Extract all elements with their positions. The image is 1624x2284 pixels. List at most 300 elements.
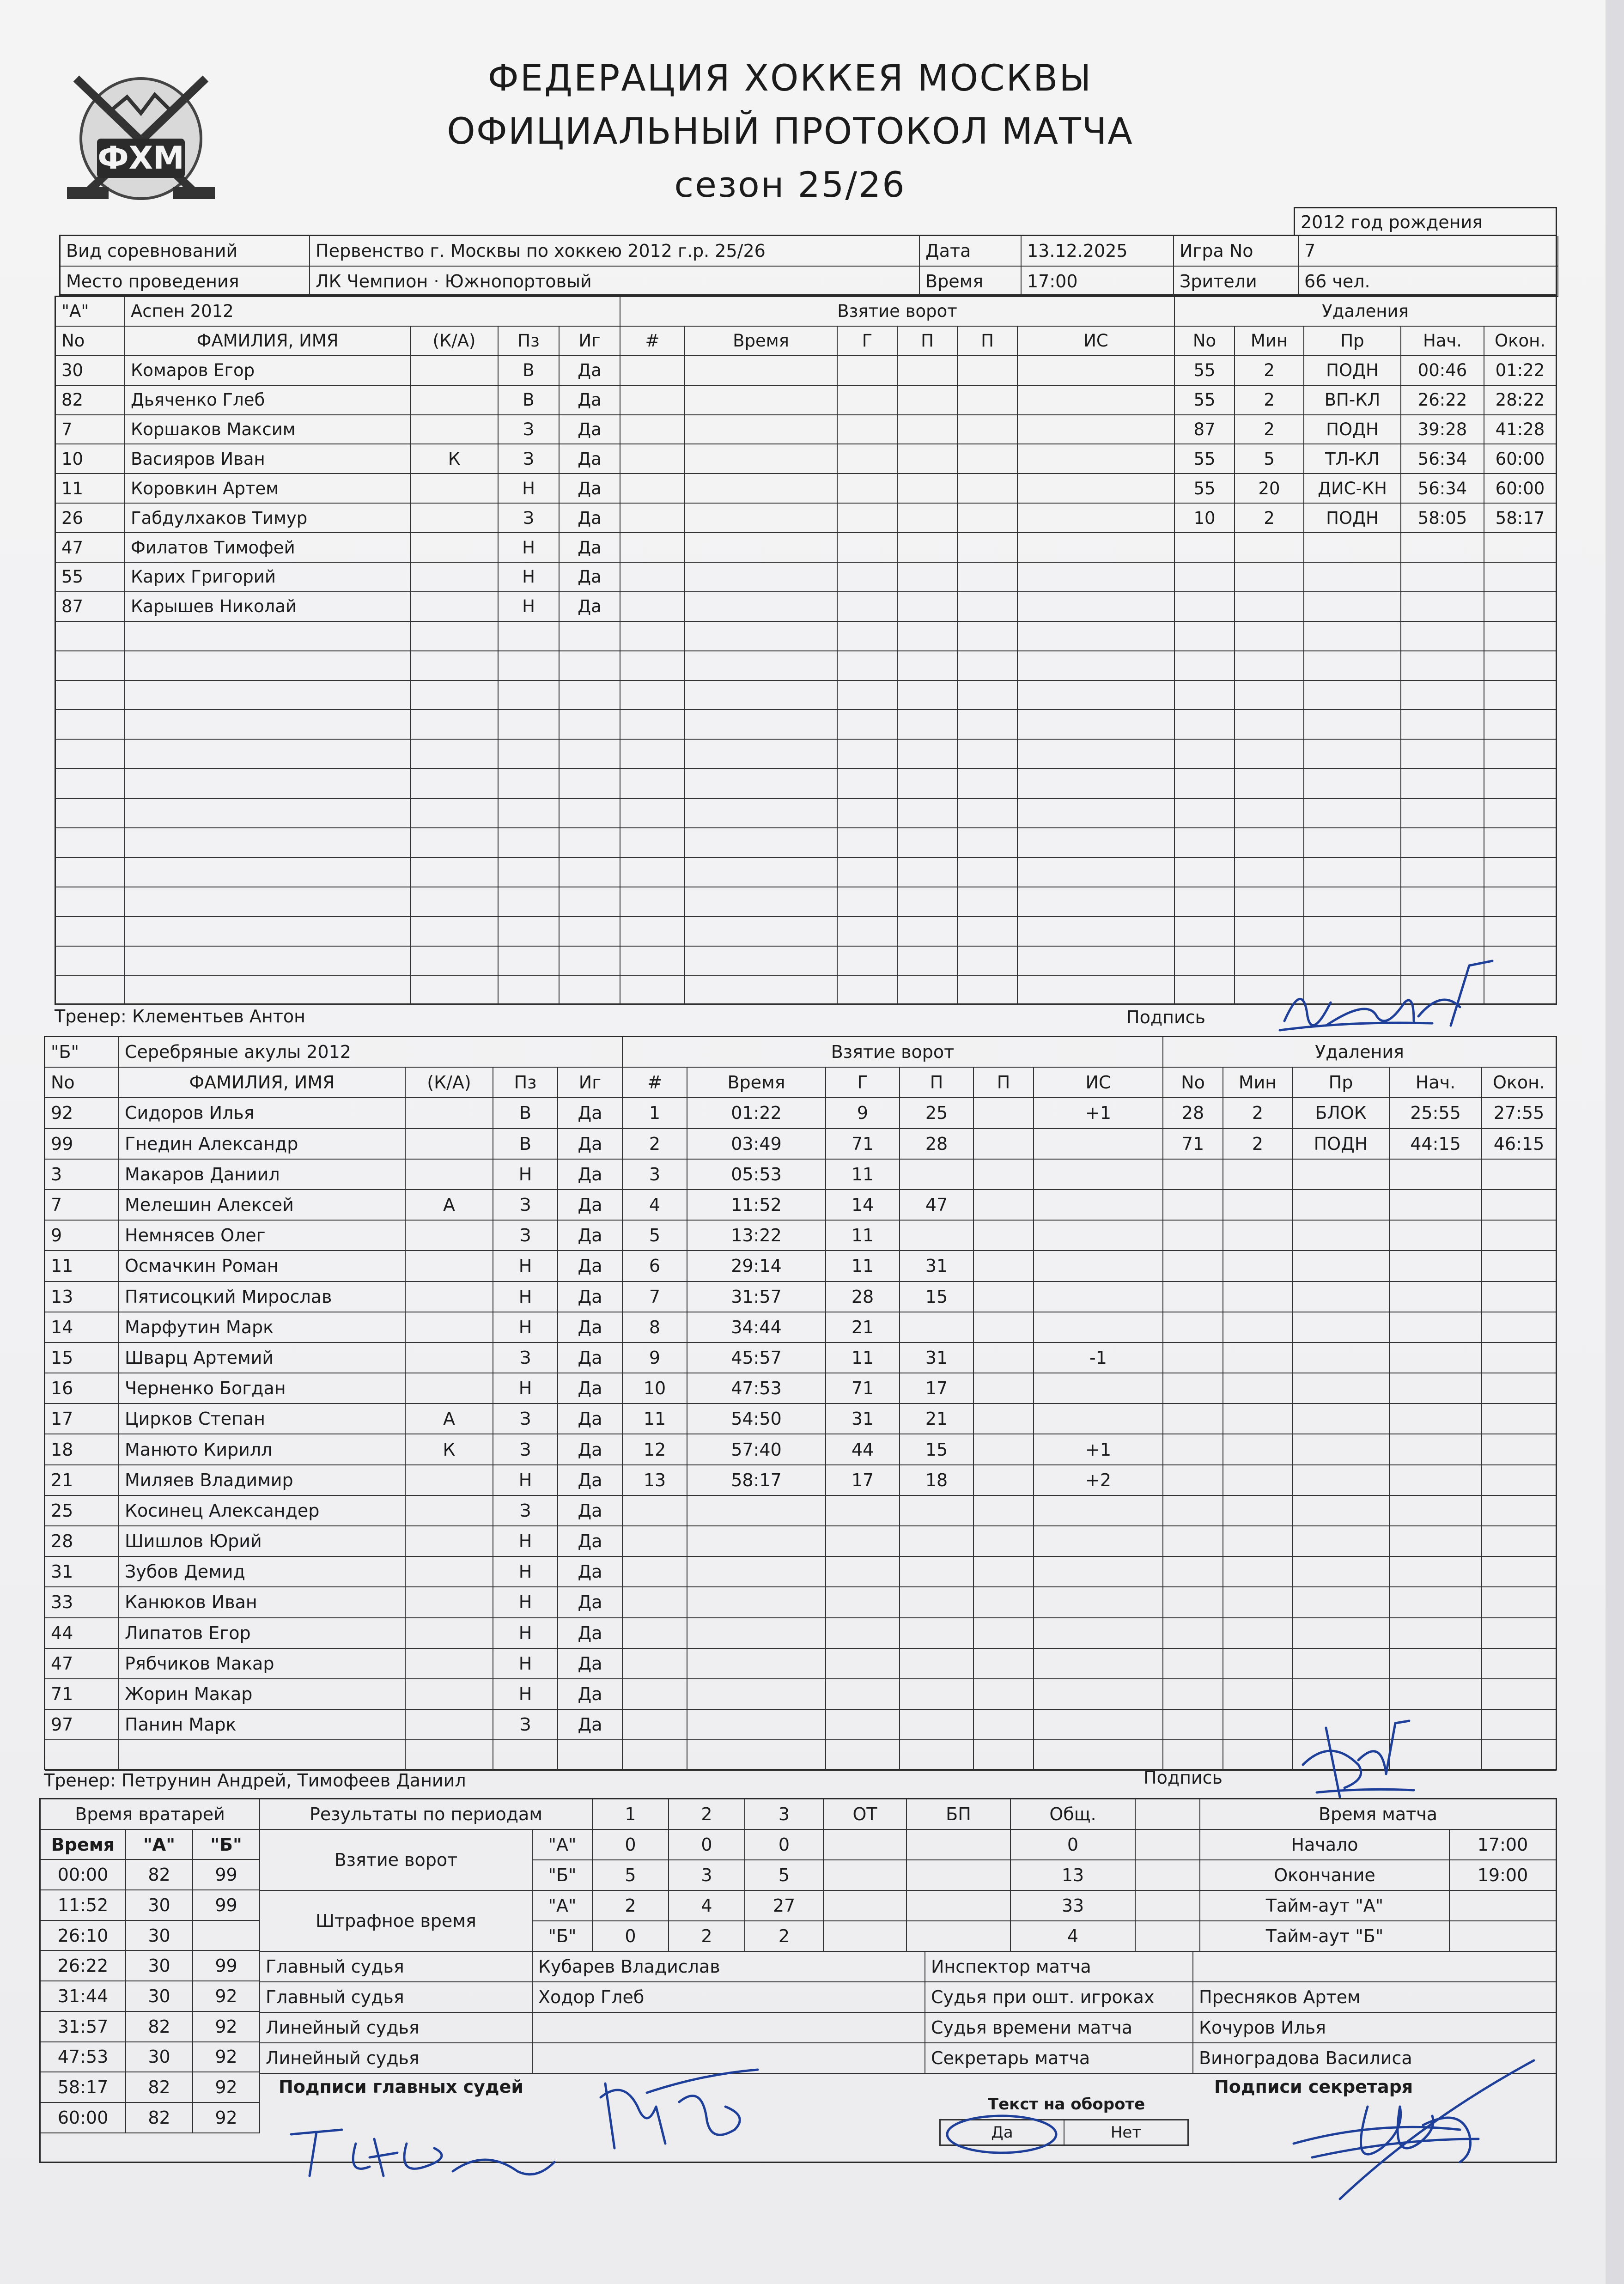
empty-cell: [1482, 1190, 1557, 1221]
comp-label: Вид соревнований: [61, 236, 310, 267]
empty-cell: [411, 681, 499, 711]
empty-cell: [1163, 1221, 1223, 1251]
empty-cell: [1018, 947, 1175, 976]
goal-time: 58:17: [687, 1465, 826, 1496]
empty-cell: [898, 622, 958, 651]
empty-cell: [826, 1740, 900, 1771]
empty-cell: [1193, 1952, 1557, 1982]
pen-col-pr: Пр: [1304, 327, 1401, 356]
goalie-a: 82: [126, 1860, 193, 1890]
player-plays: Да: [560, 563, 620, 592]
empty-cell: [1018, 504, 1175, 533]
empty-cell: [826, 1496, 900, 1526]
empty-cell: [958, 651, 1018, 681]
empty-cell: [1390, 1587, 1482, 1618]
empty-cell: [1235, 887, 1304, 917]
player-name: Манюто Кирилл: [119, 1434, 406, 1465]
goal-p1: [900, 1221, 974, 1251]
empty-cell: [623, 1526, 687, 1557]
yes-circle-mark: [944, 2109, 1064, 2155]
player-name: Сидоров Илья: [119, 1098, 406, 1129]
penalty-pr: ДИС-КН: [1304, 474, 1401, 504]
empty-cell: [620, 533, 685, 563]
empty-cell: [1482, 1160, 1557, 1190]
player-position: Н: [493, 1649, 558, 1679]
pim_a-value: [824, 1891, 907, 1921]
empty-cell: [620, 799, 685, 828]
empty-cell: [958, 356, 1018, 386]
empty-cell: [1390, 1312, 1482, 1343]
empty-cell: [838, 681, 898, 711]
team-b-roster: [45, 1037, 623, 1771]
empty-cell: [1175, 947, 1235, 976]
player-role: [411, 356, 499, 386]
player-plays: Да: [558, 1526, 623, 1557]
empty-cell: [620, 415, 685, 445]
empty-cell: [974, 1649, 1034, 1679]
empty-cell: [411, 887, 499, 917]
spect-value: 66 чел.: [1299, 267, 1558, 297]
empty-cell: [1223, 1587, 1293, 1618]
goal-time: 31:57: [687, 1282, 826, 1312]
penalty-min: 2: [1235, 356, 1304, 386]
goals_a-value: [907, 1830, 1011, 1860]
empty-cell: [1175, 976, 1235, 1005]
empty-cell: [1401, 858, 1484, 887]
player-position: В: [499, 356, 560, 386]
empty-cell: [1223, 1618, 1293, 1649]
empty-cell: [958, 386, 1018, 415]
empty-cell: [826, 1557, 900, 1587]
goal-col-num: #: [620, 327, 685, 356]
goal-is: +1: [1034, 1098, 1163, 1129]
empty-cell: [685, 563, 838, 592]
empty-cell: [499, 887, 560, 917]
empty-cell: [620, 622, 685, 651]
player-position: В: [493, 1129, 558, 1160]
empty-cell: [1482, 1404, 1557, 1434]
empty-cell: [958, 917, 1018, 947]
empty-cell: [898, 681, 958, 711]
empty-cell: [900, 1526, 974, 1557]
empty-cell: [1293, 1373, 1390, 1404]
empty-cell: [1401, 917, 1484, 947]
player-name: Жорин Макар: [119, 1679, 406, 1710]
org-title: ФЕДЕРАЦИЯ ХОККЕЯ МОСКВЫ: [487, 58, 1093, 99]
empty-cell: [125, 947, 411, 976]
empty-cell: [687, 1710, 826, 1740]
empty-cell: [1175, 563, 1235, 592]
empty-cell: [1401, 769, 1484, 799]
penalty-end: 58:17: [1484, 504, 1557, 533]
coach-b-signature: [1289, 1709, 1428, 1806]
empty-cell: [1390, 1649, 1482, 1679]
empty-cell: [1390, 1526, 1482, 1557]
empty-cell: [56, 622, 125, 651]
goal-p2: [974, 1129, 1034, 1160]
empty-cell: [1401, 563, 1484, 592]
empty-cell: [1163, 1557, 1223, 1587]
goal-col-p1: П: [898, 327, 958, 356]
empty-cell: [560, 710, 620, 740]
empty-cell: [56, 740, 125, 769]
empty-cell: [1223, 1434, 1293, 1465]
goalie-b: 92: [193, 2103, 260, 2133]
goal-g: 11: [826, 1251, 900, 1282]
empty-cell: [898, 769, 958, 799]
goals_b-value: 5: [745, 1860, 824, 1891]
player-number: 25: [45, 1496, 119, 1526]
goal-g: 17: [826, 1465, 900, 1496]
empty-cell: [898, 740, 958, 769]
pim_b-value: [824, 1921, 907, 1952]
player-plays: Да: [558, 1587, 623, 1618]
goal-time: 29:14: [687, 1251, 826, 1282]
goal-time: 05:53: [687, 1160, 826, 1190]
empty-cell: [411, 799, 499, 828]
goal-p2: [974, 1434, 1034, 1465]
empty-cell: [1293, 1434, 1390, 1465]
goalie-b: 92: [193, 2072, 260, 2103]
player-role: [406, 1679, 493, 1710]
player-position: Н: [493, 1587, 558, 1618]
penalty-pr: ПОДН: [1304, 356, 1401, 386]
empty-cell: [1223, 1679, 1293, 1710]
empty-cell: [1401, 799, 1484, 828]
period-spacer: [1136, 1891, 1200, 1921]
empty-cell: [499, 651, 560, 681]
player-number: 47: [56, 533, 125, 563]
empty-cell: [838, 592, 898, 622]
penalty-end: 60:00: [1484, 474, 1557, 504]
goalie-b: 99: [193, 1860, 260, 1890]
period-title: Результаты по периодам: [260, 1799, 593, 1830]
team-a-section: [55, 296, 1557, 1005]
empty-cell: [826, 1618, 900, 1649]
end-value: 19:00: [1450, 1860, 1557, 1891]
player-number: 15: [45, 1343, 119, 1373]
empty-cell: [898, 356, 958, 386]
empty-cell: [1018, 386, 1175, 415]
player-number: 55: [56, 563, 125, 592]
empty-cell: [1390, 1251, 1482, 1282]
penalty-end: 28:22: [1484, 386, 1557, 415]
empty-cell: [826, 1526, 900, 1557]
reverse-no[interactable]: Нет: [1110, 2123, 1142, 2142]
empty-cell: [620, 444, 685, 474]
empty-cell: [685, 415, 838, 445]
empty-cell: [838, 622, 898, 651]
empty-cell: [406, 1740, 493, 1771]
reverse-yes[interactable]: Да: [941, 2120, 1064, 2144]
empty-cell: [558, 1740, 623, 1771]
empty-cell: [1293, 1221, 1390, 1251]
empty-cell: [411, 710, 499, 740]
empty-cell: [56, 651, 125, 681]
player-name: Цирков Степан: [119, 1404, 406, 1434]
player-role: [406, 1282, 493, 1312]
empty-cell: [560, 681, 620, 711]
team-tag: "А": [533, 1830, 593, 1860]
empty-cell: [1163, 1251, 1223, 1282]
empty-cell: [620, 710, 685, 740]
timeout-b-label: Тайм-аут "Б": [1200, 1921, 1450, 1952]
player-number: 71: [45, 1679, 119, 1710]
empty-cell: [1034, 1740, 1163, 1771]
player-number: 87: [56, 592, 125, 622]
player-number: 28: [45, 1526, 119, 1557]
pim_b-value: 4: [1011, 1921, 1136, 1952]
player-name: Миляев Владимир: [119, 1465, 406, 1496]
col-ka-header: (К/А): [411, 327, 499, 356]
empty-cell: [560, 947, 620, 976]
empty-cell: [1235, 799, 1304, 828]
goal-g: 9: [826, 1098, 900, 1129]
player-position: Н: [499, 474, 560, 504]
empty-cell: [1401, 651, 1484, 681]
goalie-change-time: 60:00: [41, 2103, 126, 2133]
empty-cell: [1235, 740, 1304, 769]
empty-cell: [560, 769, 620, 799]
goal-col-num: #: [623, 1068, 687, 1098]
empty-cell: [685, 651, 838, 681]
empty-cell: [623, 1496, 687, 1526]
goalie-change-time: 31:57: [41, 2012, 126, 2042]
pim_a-value: 27: [745, 1891, 824, 1921]
empty-cell: [499, 622, 560, 651]
empty-cell: [411, 651, 499, 681]
player-plays: Да: [558, 1098, 623, 1129]
player-position: Н: [493, 1557, 558, 1587]
empty-cell: [1482, 1618, 1557, 1649]
player-number: 31: [45, 1557, 119, 1587]
empty-cell: [499, 769, 560, 799]
empty-cell: [958, 592, 1018, 622]
empty-cell: [411, 917, 499, 947]
goals_a-value: 0: [745, 1830, 824, 1860]
goal-n: 12: [623, 1434, 687, 1465]
goal-p1: 31: [900, 1251, 974, 1282]
empty-cell: [1304, 622, 1401, 651]
penalty-no: 10: [1175, 504, 1235, 533]
team-a-penalties: [1175, 297, 1557, 1005]
empty-cell: [1484, 769, 1557, 799]
empty-cell: [1304, 740, 1401, 769]
empty-cell: [1163, 1373, 1223, 1404]
empty-cell: [1390, 1221, 1482, 1251]
empty-cell: [1018, 976, 1175, 1005]
lin2-label: Линейный судья: [260, 2043, 533, 2074]
col-ig-header: Иг: [558, 1068, 623, 1098]
empty-cell: [1223, 1160, 1293, 1190]
empty-cell: [1235, 858, 1304, 887]
empty-cell: [685, 887, 838, 917]
empty-cell: [1034, 1649, 1163, 1679]
empty-cell: [1223, 1312, 1293, 1343]
penalty-pr: ПОДН: [1293, 1129, 1390, 1160]
player-role: [406, 1343, 493, 1373]
player-role: [406, 1098, 493, 1129]
empty-cell: [1235, 917, 1304, 947]
empty-cell: [1175, 917, 1235, 947]
empty-cell: [1390, 1465, 1482, 1496]
empty-cell: [685, 681, 838, 711]
empty-cell: [687, 1618, 826, 1649]
player-role: [406, 1649, 493, 1679]
player-role: [411, 592, 499, 622]
goal-g: 21: [826, 1312, 900, 1343]
empty-cell: [620, 592, 685, 622]
empty-cell: [1390, 1373, 1482, 1404]
empty-cell: [958, 799, 1018, 828]
empty-cell: [685, 533, 838, 563]
goal-time: 54:50: [687, 1404, 826, 1434]
goal-n: 7: [623, 1282, 687, 1312]
goal-is: [1034, 1190, 1163, 1221]
goalie-change-time: 47:53: [41, 2042, 126, 2073]
empty-cell: [1304, 799, 1401, 828]
empty-cell: [838, 474, 898, 504]
goalie-col-b: "Б": [193, 1830, 260, 1860]
player-position: Н: [499, 592, 560, 622]
col-no-header: No: [56, 327, 125, 356]
player-role: [406, 1465, 493, 1496]
empty-cell: [1293, 1312, 1390, 1343]
player-role: [406, 1251, 493, 1282]
empty-cell: [1304, 533, 1401, 563]
empty-cell: [1163, 1710, 1223, 1740]
empty-cell: [1163, 1740, 1223, 1771]
team-b-sign-label: Подпись: [1143, 1768, 1223, 1788]
empty-cell: [898, 563, 958, 592]
empty-cell: [900, 1740, 974, 1771]
empty-cell: [623, 1740, 687, 1771]
empty-cell: [974, 1587, 1034, 1618]
empty-cell: [838, 563, 898, 592]
empty-cell: [125, 769, 411, 799]
empty-cell: [1223, 1465, 1293, 1496]
empty-cell: [958, 681, 1018, 711]
empty-cell: [974, 1618, 1034, 1649]
team-tag: "А": [56, 297, 125, 327]
goalie-change-time: 00:00: [41, 1860, 126, 1890]
empty-cell: [838, 356, 898, 386]
goal-p2: [974, 1312, 1034, 1343]
player-plays: Да: [558, 1190, 623, 1221]
goalie-col-a: "А": [126, 1830, 193, 1860]
player-position: З: [493, 1496, 558, 1526]
empty-cell: [499, 740, 560, 769]
player-name: Карышев Николай: [125, 592, 411, 622]
empty-cell: [1034, 1710, 1163, 1740]
penalty-no: 55: [1175, 474, 1235, 504]
empty-cell: [838, 917, 898, 947]
goal-p1: 31: [900, 1343, 974, 1373]
empty-cell: [620, 947, 685, 976]
empty-cell: [125, 681, 411, 711]
info-table: [59, 235, 1557, 296]
penalty-no: 87: [1175, 415, 1235, 445]
empty-cell: [1163, 1312, 1223, 1343]
pen-col-min: Мин: [1235, 327, 1304, 356]
empty-cell: [685, 947, 838, 976]
referee-signature-1: [277, 2107, 564, 2190]
goalie-a: 82: [126, 2072, 193, 2103]
empty-cell: [623, 1618, 687, 1649]
empty-cell: [1484, 592, 1557, 622]
empty-cell: [1390, 1496, 1482, 1526]
empty-cell: [1304, 710, 1401, 740]
penalty-min: 2: [1235, 386, 1304, 415]
timeout-a-value: [1450, 1891, 1557, 1921]
player-position: В: [493, 1098, 558, 1129]
player-role: [406, 1557, 493, 1587]
empty-cell: [1018, 769, 1175, 799]
comp-value: Первенство г. Москвы по хоккею 2012 г.р. 25/26: [310, 236, 920, 267]
empty-cell: [687, 1649, 826, 1679]
player-role: [406, 1496, 493, 1526]
empty-cell: [493, 1740, 558, 1771]
goal-is: [1034, 1282, 1163, 1312]
empty-cell: [1034, 1496, 1163, 1526]
player-name: Немнясев Олег: [119, 1221, 406, 1251]
empty-cell: [1484, 799, 1557, 828]
goal-n: 2: [623, 1129, 687, 1160]
goal-col-g: Г: [826, 1068, 900, 1098]
player-number: 18: [45, 1434, 119, 1465]
reverse-text-box: [939, 2095, 1189, 2146]
player-plays: Да: [558, 1679, 623, 1710]
goal-time: 34:44: [687, 1312, 826, 1343]
empty-cell: [1034, 1557, 1163, 1587]
empty-cell: [685, 592, 838, 622]
empty-cell: [1482, 1465, 1557, 1496]
player-plays: Да: [560, 592, 620, 622]
reverse-text-label: Текст на обороте: [988, 2095, 1145, 2114]
lin1-label: Линейный судья: [260, 2013, 533, 2043]
empty-cell: [1484, 533, 1557, 563]
empty-cell: [974, 1557, 1034, 1587]
empty-cell: [1163, 1526, 1223, 1557]
goal-is: [1034, 1251, 1163, 1282]
goal-p2: [974, 1343, 1034, 1373]
empty-cell: [826, 1710, 900, 1740]
penalty-min: 20: [1235, 474, 1304, 504]
game-label: Игра No: [1174, 236, 1299, 267]
empty-cell: [1018, 828, 1175, 858]
empty-cell: [56, 769, 125, 799]
goal-p1: 47: [900, 1190, 974, 1221]
empty-cell: [900, 1557, 974, 1587]
goalie-change-time: 11:52: [41, 1890, 126, 1921]
goal-time: 57:40: [687, 1434, 826, 1465]
empty-cell: [1304, 563, 1401, 592]
empty-cell: [1223, 1404, 1293, 1434]
empty-cell: [1163, 1343, 1223, 1373]
player-position: Н: [499, 563, 560, 592]
empty-cell: [1018, 563, 1175, 592]
player-position: З: [499, 415, 560, 445]
empty-cell: [974, 1679, 1034, 1710]
player-number: 47: [45, 1649, 119, 1679]
empty-cell: [1293, 1465, 1390, 1496]
empty-cell: [898, 858, 958, 887]
team-tag: "Б": [45, 1037, 119, 1068]
empty-cell: [56, 917, 125, 947]
empty-cell: [898, 799, 958, 828]
penalty-pr: ТЛ-КЛ: [1304, 444, 1401, 474]
player-number: 17: [45, 1404, 119, 1434]
